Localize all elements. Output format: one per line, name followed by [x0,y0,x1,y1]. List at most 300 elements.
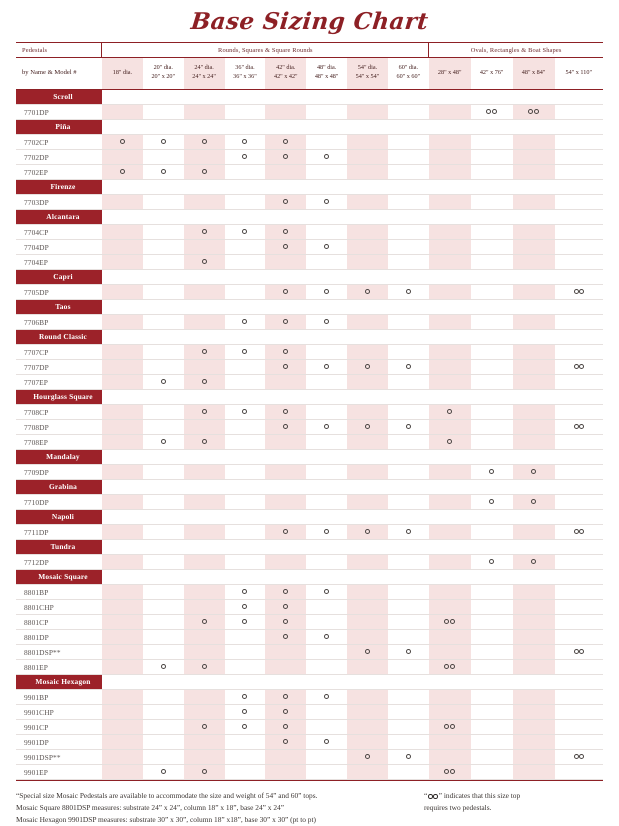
size-cell [143,660,184,675]
circle-glyph [283,739,288,744]
size-cell [225,360,266,375]
circle-icon [283,154,288,159]
size-cell [265,495,306,510]
size-cell [143,255,184,270]
group-header-ovals: Ovals, Rectangles & Boat Shapes [429,43,603,58]
size-header-line1: 48" dia. [316,64,337,72]
circle-glyph [406,364,411,369]
table-row [16,150,603,165]
size-cell [184,600,225,615]
size-cell [102,750,143,765]
size-cell [347,315,388,330]
circle-glyph [283,409,288,414]
category-row [16,120,603,135]
size-cell [102,660,143,675]
size-header-line1: 24" dia. [194,64,214,72]
size-cell [306,435,347,450]
size-cell [184,375,225,390]
category-cell [16,675,102,690]
size-cell [265,315,306,330]
circle-icon [283,619,288,624]
circle-glyph [242,604,247,609]
circle-glyph [531,499,536,504]
size-cell [184,150,225,165]
size-cell [429,690,471,705]
category-row-spacer [102,210,603,225]
circle-glyph [202,409,207,414]
size-cell [513,495,555,510]
size-cell [347,135,388,150]
circle-glyph [489,559,494,564]
size-cell [184,360,225,375]
size-cell [388,720,429,735]
size-cell [143,375,184,390]
circle-glyph [324,319,329,324]
size-header-line1: 60" dia. [398,64,419,72]
double-circle-icon [486,109,497,114]
size-cell [555,345,603,360]
table-row [16,285,603,300]
size-cell [265,435,306,450]
circle-glyph [242,229,247,234]
size-cell [306,630,347,645]
size-cell [102,705,143,720]
circle-glyph [283,694,288,699]
size-cell [429,345,471,360]
table-row [16,345,603,360]
size-cell [143,315,184,330]
size-cell [471,525,513,540]
circle-icon [242,139,247,144]
circle-glyph [324,154,329,159]
size-cell [143,555,184,570]
circle-icon [406,364,411,369]
circle-icon [447,439,452,444]
size-cell [555,195,603,210]
size-cell [471,255,513,270]
circle-icon [283,589,288,594]
size-cell [347,240,388,255]
size-cell [555,645,603,660]
size-cell [102,435,143,450]
size-cell [429,630,471,645]
circle-icon [120,139,125,144]
size-cell [225,705,266,720]
size-cell [347,435,388,450]
size-cell [184,315,225,330]
legend-text-line2: requires two pedestals. [423,803,492,813]
circle-glyph [365,289,370,294]
size-header-line1: 54" x 110" [565,68,592,76]
model-number-cell: 9901DP [16,735,102,750]
circle-icon [161,169,166,174]
size-header-line1: 28" x 48" [437,68,462,76]
size-cell [513,420,555,435]
size-cell [265,360,306,375]
circle-glyph [283,154,288,159]
size-cell [143,345,184,360]
circle-icon [283,229,288,234]
size-header-4 [225,58,266,90]
size-cell [555,255,603,270]
size-cell [184,465,225,480]
category-band-tundra: Tundra [16,540,102,554]
size-cell [429,195,471,210]
size-cell [429,135,471,150]
size-cell [225,495,266,510]
model-number-cell: 7703DP [16,195,102,210]
size-cell [513,315,555,330]
size-cell [555,750,603,765]
size-cell [143,750,184,765]
category-band-pi-a: Piña [16,120,102,134]
circle-glyph [242,694,247,699]
size-cell [555,315,603,330]
size-cell [471,165,513,180]
circle-glyph [283,529,288,534]
size-cell [143,615,184,630]
circle-glyph [202,664,207,669]
size-cell [471,360,513,375]
size-cell [102,645,143,660]
circle-glyph [324,199,329,204]
size-cell [513,690,555,705]
size-cell [102,630,143,645]
size-cell [388,690,429,705]
size-header-1 [102,58,143,90]
category-band-grabina: Grabina [16,480,102,494]
size-cell [143,360,184,375]
circle-glyph [579,364,584,369]
size-cell [513,600,555,615]
circle-glyph [283,604,288,609]
size-cell [429,705,471,720]
size-cell [265,225,306,240]
size-cell [513,525,555,540]
circle-glyph [161,169,166,174]
size-cell [388,630,429,645]
size-cell [513,195,555,210]
size-header-10 [471,58,513,90]
circle-icon [283,634,288,639]
circle-icon [202,664,207,669]
size-cell [184,225,225,240]
circle-glyph [242,589,247,594]
table-row [16,195,603,210]
table-row [16,405,603,420]
category-row-spacer [102,270,603,285]
size-cell [306,135,347,150]
circle-glyph [242,349,247,354]
size-cell [102,195,143,210]
size-cell [555,630,603,645]
model-number-cell: 7704CP [16,225,102,240]
size-cell [306,735,347,750]
circle-icon [365,289,370,294]
circle-icon [202,439,207,444]
circle-glyph [120,169,125,174]
category-row [16,270,603,285]
size-cell [225,615,266,630]
circle-icon [202,139,207,144]
size-cell [388,645,429,660]
circle-glyph [574,289,579,294]
size-cell [513,345,555,360]
category-row-spacer [102,675,603,690]
size-cell [102,690,143,705]
size-cell [184,765,225,780]
model-number-cell: 7707EP [16,375,102,390]
size-cell [388,345,429,360]
circle-icon [283,724,288,729]
size-cell [471,105,513,120]
circle-icon [324,154,329,159]
circle-glyph [534,109,539,114]
circle-glyph [120,139,125,144]
model-number-cell: 8801EP [16,660,102,675]
circle-icon [283,139,288,144]
size-cell [225,690,266,705]
size-cell [225,225,266,240]
circle-icon [161,664,166,669]
circle-glyph [242,154,247,159]
size-cell [184,345,225,360]
model-number-cell: 7708DP [16,420,102,435]
size-header-line1: 48" x 84" [521,68,546,76]
size-cell [225,420,266,435]
size-cell [143,765,184,780]
size-cell [306,750,347,765]
model-number-cell: 7710DP [16,495,102,510]
circle-glyph [324,364,329,369]
table-row [16,360,603,375]
size-cell [265,690,306,705]
size-cell [513,765,555,780]
size-cell [388,765,429,780]
size-cell [388,165,429,180]
size-cell [555,375,603,390]
circle-icon [120,169,125,174]
size-header-8 [388,58,429,90]
table-row [16,585,603,600]
size-cell [471,225,513,240]
circle-icon [283,244,288,249]
circle-icon [283,289,288,294]
size-header-11 [513,58,555,90]
size-cell [471,195,513,210]
circle-icon [365,424,370,429]
size-cell [143,435,184,450]
size-header-12 [555,58,603,90]
size-cell [471,405,513,420]
model-number-cell: 7704DP [16,240,102,255]
circle-glyph [406,529,411,534]
size-cell [306,420,347,435]
table-row [16,315,603,330]
size-cell [306,690,347,705]
circle-glyph [202,139,207,144]
size-cell [347,720,388,735]
circle-icon [283,709,288,714]
table-row [16,690,603,705]
size-cell [306,315,347,330]
size-cell [102,165,143,180]
double-circle-legend-icon [428,794,438,799]
circle-icon [489,469,494,474]
model-number-cell: 7706BP [16,315,102,330]
circle-icon [324,319,329,324]
circle-glyph [450,769,455,774]
size-header-line2: 42" x 42" [273,73,298,80]
size-cell [306,525,347,540]
size-cell [102,735,143,750]
size-cell [306,765,347,780]
circle-icon [202,229,207,234]
category-band-firenze: Firenze [16,180,102,194]
size-cell [347,735,388,750]
size-cell [388,585,429,600]
size-cell [225,630,266,645]
size-cell [513,750,555,765]
size-cell [388,705,429,720]
circle-glyph [202,619,207,624]
size-cell [388,375,429,390]
size-cell [184,555,225,570]
double-circle-icon [574,649,585,654]
circle-glyph [444,724,449,729]
size-cell [306,720,347,735]
table-row [16,615,603,630]
size-cell [347,105,388,120]
size-cell [513,255,555,270]
category-row-spacer [102,120,603,135]
size-cell [265,750,306,765]
circle-glyph [324,289,329,294]
circle-icon [324,529,329,534]
size-cell [471,495,513,510]
size-cell [143,495,184,510]
size-cell [306,225,347,240]
size-cell [513,555,555,570]
size-cell [143,735,184,750]
size-cell [225,720,266,735]
circle-icon [406,649,411,654]
circle-glyph [161,379,166,384]
circle-glyph [242,709,247,714]
circle-glyph [283,364,288,369]
size-cell [555,165,603,180]
size-cell [265,105,306,120]
circle-icon [406,529,411,534]
circle-glyph [365,424,370,429]
circle-glyph [283,709,288,714]
circle-glyph [283,229,288,234]
category-row-spacer [102,300,603,315]
size-cell [513,585,555,600]
size-cell [306,285,347,300]
category-cell [16,270,102,285]
size-header-3 [184,58,225,90]
circle-glyph [324,694,329,699]
circle-glyph [365,529,370,534]
size-cell [429,600,471,615]
circle-icon [324,739,329,744]
double-circle-icon [574,364,585,369]
circle-glyph [574,649,579,654]
size-cell [388,555,429,570]
category-row-spacer [102,180,603,195]
size-cell [225,135,266,150]
size-cell [429,465,471,480]
category-band-mandalay: Mandalay [16,450,102,464]
size-cell [388,420,429,435]
circle-glyph [406,754,411,759]
size-cell [347,360,388,375]
model-number-cell: 7707CP [16,345,102,360]
table-row [16,105,603,120]
category-cell [16,540,102,555]
size-cell [225,555,266,570]
category-cell [16,510,102,525]
category-cell [16,480,102,495]
circle-icon [283,739,288,744]
circle-icon [161,379,166,384]
size-cell [429,555,471,570]
size-cell [513,735,555,750]
circle-glyph [283,199,288,204]
model-number-cell: 7711DP [16,525,102,540]
size-cell [555,105,603,120]
size-header-line2: 24" x 24" [192,73,216,80]
size-cell [429,735,471,750]
size-cell [265,150,306,165]
size-cell [388,135,429,150]
double-circle-icon [444,769,455,774]
size-cell [102,420,143,435]
size-cell [225,105,266,120]
size-cell [347,285,388,300]
size-cell [429,150,471,165]
size-cell [347,465,388,480]
circle-glyph [489,499,494,504]
size-cell [102,765,143,780]
size-header-line1: 54" dia. [357,64,378,72]
circle-icon [406,289,411,294]
size-cell [306,645,347,660]
category-row-spacer [102,540,603,555]
size-cell [225,765,266,780]
category-row [16,570,603,585]
circle-icon [324,589,329,594]
size-cell [347,225,388,240]
circle-icon [283,199,288,204]
size-cell [555,585,603,600]
size-cell [513,705,555,720]
size-cell [513,630,555,645]
size-cell [555,495,603,510]
size-cell [265,525,306,540]
size-cell [143,150,184,165]
table-row [16,465,603,480]
circle-glyph [283,319,288,324]
size-cell [555,285,603,300]
size-header-row [16,58,603,90]
table-row [16,720,603,735]
circle-glyph [406,649,411,654]
size-header-line1: 42" dia. [276,64,296,72]
table-row [16,225,603,240]
size-cell [471,705,513,720]
